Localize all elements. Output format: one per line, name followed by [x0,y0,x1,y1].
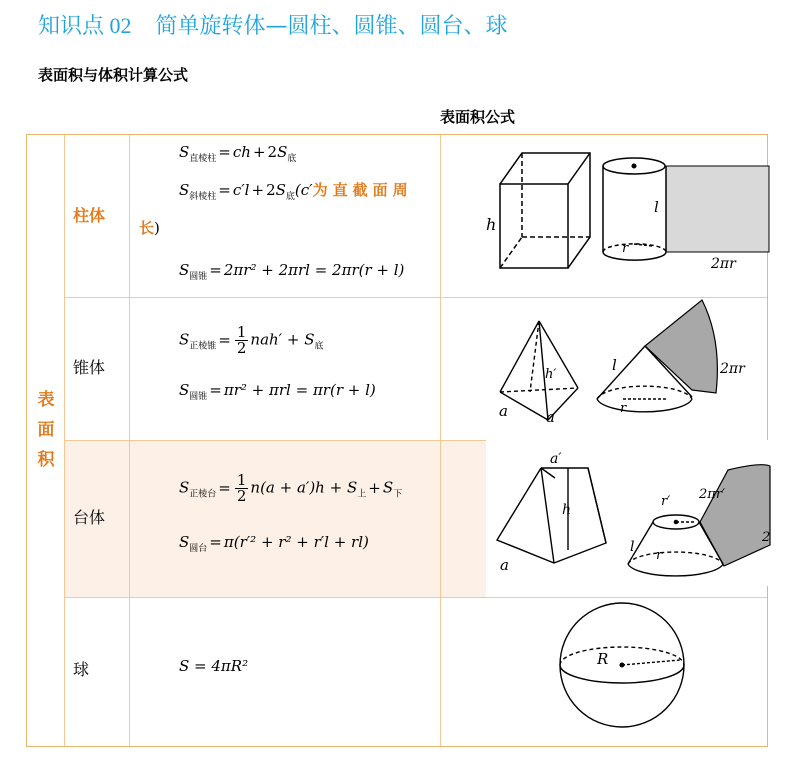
label-frustum-rprime: r′ [661,494,671,509]
sphere-figure [560,603,684,727]
formula-oblique-prism: $S_{斜棱柱} = c'l + 2S_底(c'$为直截面周 [179,181,413,202]
label-frustum-l: l [630,539,635,555]
label-cone-2pir: 2πr [720,361,745,377]
cone-lateral-sector [645,300,717,393]
formula-sphere: S = 4πR² [179,657,249,675]
label-frustum-a: a [500,556,509,574]
formula-regular-pyramid: $S_{正棱锥}$ = $\frac{1}{2}$ $nah' + S_底$ [179,323,324,357]
formula-regular-frustum: $S_{正棱台}$ = $\frac{1}{2}$ $n(a + a')h + S_上 + S_下$ [179,471,403,505]
formula-cone: $S_{圆锥} = \pi r^2 + \pi rl = \pi r(r + l)$ [179,381,376,402]
label-sphere-R: R [597,650,609,668]
label-frustum-aprime: a′ [550,451,562,467]
label-frustum-r: r [656,548,663,563]
label-cylinder-l: l [654,198,659,216]
formula-right-prism: $S_{直棱柱}$ = ch + $2S_底$ [179,143,297,164]
column-header: 表面积公式 [440,108,516,126]
pyramid-figure [500,321,578,420]
label-cylinder-r: r [622,241,629,256]
label-pyramid-h: h′ [545,367,557,382]
label-pyramid-a1: a [499,402,508,420]
formula-cylinder: $S_{圆锥} = 2\pi r^2 + 2\pi rl = 2\pi r(r + l)$ [179,261,405,282]
formula-cone-frustum: $S_{圆台} = \pi(r'^2 + r^2 + r'l + rl)$ [179,533,369,554]
knowledge-point-number: 知识点 02 [38,13,132,38]
label-frustum-h: h [562,502,572,518]
prism-figure [500,153,590,268]
formula-oblique-prism-cont: 长) [139,219,160,237]
row-label-prism: 柱体 [73,206,106,225]
label-frustum-2pirprime: 2πr′ [699,487,725,502]
row-label-frustum: 台体 [73,508,106,527]
label-cone-l: l [612,356,617,374]
group-char-3: 积 [37,450,55,470]
label-h: h [486,215,497,234]
label-frustum-cut: 2 [762,530,771,545]
label-cone-r: r [620,401,627,416]
label-pyramid-a2: a [546,408,555,426]
cylinder-lateral-rectangle [666,166,769,252]
group-char-1: 表 [37,390,55,410]
row-label-pyramid: 锥体 [73,358,106,377]
label-cylinder-2pir: 2πr [711,256,736,272]
knowledge-point-title: 简单旋转体—圆柱、圆锥、圆台、球 [155,14,508,39]
row-label-sphere: 球 [73,660,90,679]
group-char-2: 面 [37,420,55,440]
section-title: 表面积与体积计算公式 [38,66,189,84]
